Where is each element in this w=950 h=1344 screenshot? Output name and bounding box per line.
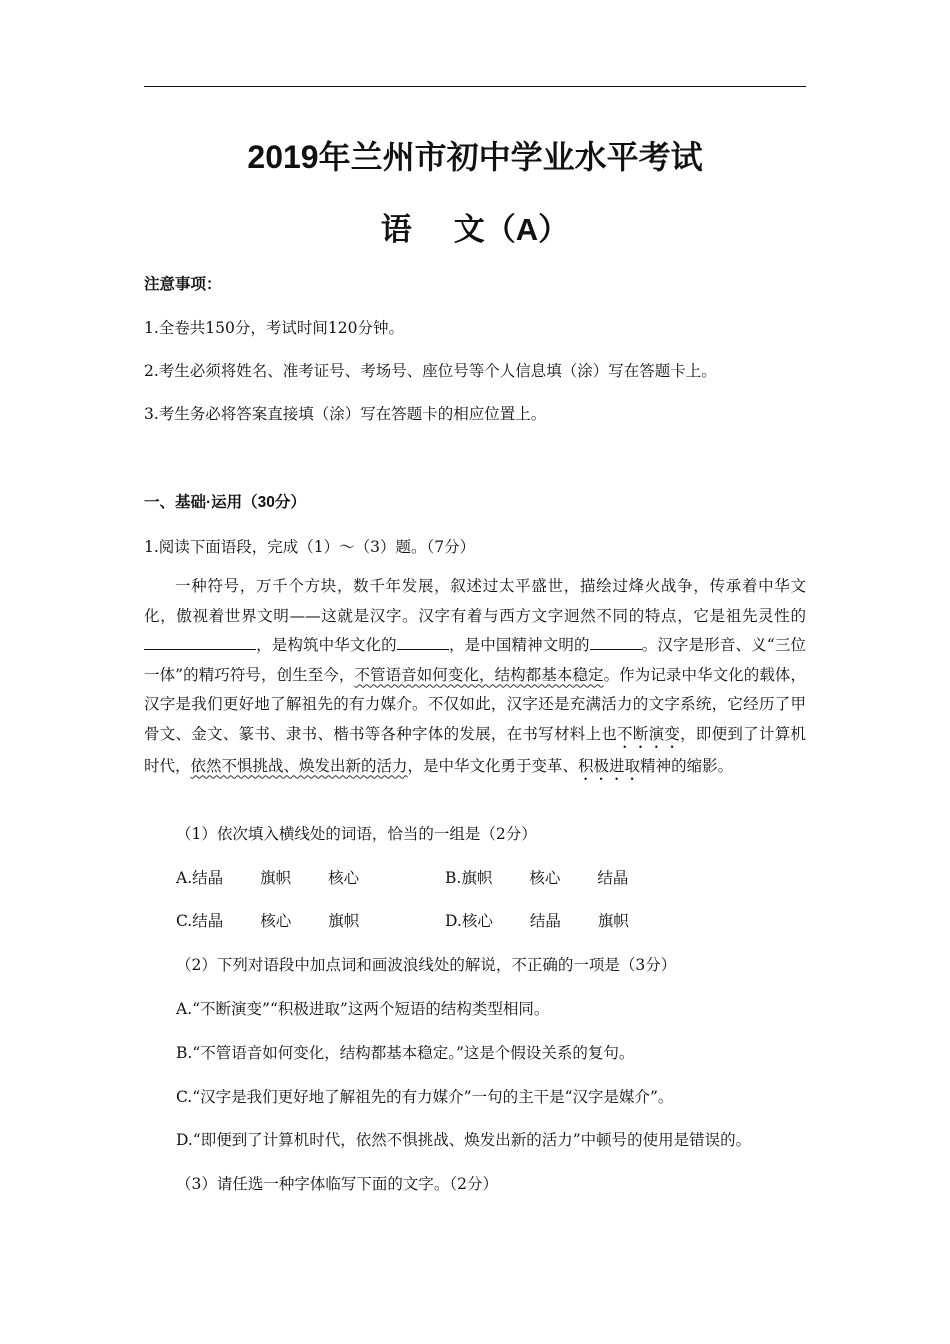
subquestion-1-stem: （1）依次填入横线处的词语，恰当的一组是（2分） (176, 825, 537, 843)
notice-item-1: 1.全卷共150分，考试时间120分钟。 (144, 319, 404, 337)
passage-text: ，即便到了计算机时代， (144, 724, 806, 775)
exam-title: 2019年兰州市初中学业水平考试 (247, 139, 703, 175)
passage-text: ，是中华文化勇于变革、 (407, 756, 579, 775)
subject-char-1: 语 (380, 212, 412, 247)
answer-blank-2[interactable] (397, 633, 449, 650)
option-2b[interactable]: B.“不管语音如何变化，结构都基本稳定。”这是个假设关系的复句。 (176, 1044, 635, 1062)
subject-char-2: 文（A） (453, 212, 570, 247)
exam-subject (0, 204, 950, 249)
section-heading: 一、基础·运用（30分） (144, 494, 306, 511)
option-1d[interactable] (445, 909, 629, 931)
wavy-underline-2: 依然不惧挑战、焕发出新的活力 (190, 756, 408, 775)
option-word: 核心 (328, 869, 360, 887)
option-key: A. (176, 869, 193, 887)
passage-text: 。作为记录中华文化的载体，汉字是我们更好地了解祖先的有力媒介。不仅如此，汉字还是充满活力的文字系统，它经历了甲骨文、金文、篆书、隶书、楷书等各种字体的发展，在书写材料上也 (144, 665, 806, 743)
option-1b[interactable] (445, 866, 628, 888)
subquestion-3-stem: （3）请任选一种字体临写下面的文字。（2分） (176, 1175, 498, 1193)
option-1c[interactable] (176, 909, 359, 931)
passage-text: 一种符号，万千个方块，数千年发展，叙述过太平盛世，描绘过烽火战争，传承着中华文化，傲视着世界文明——这就是汉字。汉字有着与西方文字迥然不同的特点，它是祖先灵性的 (144, 577, 806, 625)
option-2d[interactable]: D.“即便到了计算机时代，依然不惧挑战、焕发出新的活力”中顿号的使用是错误的。 (176, 1131, 752, 1149)
reading-passage (144, 572, 806, 784)
option-word: 结晶 (597, 869, 629, 887)
option-word: 旗帜 (461, 869, 493, 887)
question-1-stem: 1.阅读下面语段，完成（1）～（3）题。（7分） (144, 538, 476, 556)
option-word: 核心 (260, 912, 292, 930)
option-key: D. (445, 912, 462, 930)
option-word: 结晶 (192, 912, 224, 930)
option-word: 核心 (461, 912, 493, 930)
option-word: 旗帜 (597, 912, 629, 930)
passage-text: 。汉字是形音、义“三位一体”的精巧符号，创生至今， (144, 636, 806, 684)
notice-item-3: 3.考生务必将答案直接填（涂）写在答题卡的相应位置上。 (144, 405, 547, 423)
notice-heading: 注意事项： (144, 276, 222, 293)
option-key: C. (176, 912, 193, 930)
passage-text: ，是构筑中华文化的 (256, 636, 397, 654)
wavy-underline-1: 不管语音如何变化，结构都基本稳定 (354, 665, 604, 684)
option-2c[interactable]: C.“汉字是我们更好地了解祖先的有力媒介”一句的主干是“汉字是媒介”。 (176, 1088, 674, 1106)
dotted-word-1: 不断演变 (617, 724, 681, 743)
option-word: 核心 (529, 869, 561, 887)
dotted-word-2: 积极进取 (578, 756, 641, 775)
option-2a[interactable]: A.“不断演变”“积极进取”这两个短语的结构类型相同。 (176, 1000, 550, 1018)
answer-blank-3[interactable] (590, 633, 642, 650)
subquestion-2-stem: （2）下列对语段中加点词和画波浪线处的解说，不正确的一项是（3分） (176, 956, 677, 974)
option-key: B. (445, 869, 462, 887)
option-word: 结晶 (192, 869, 224, 887)
notice-item-2: 2.考生必须将姓名、准考证号、考场号、座位号等个人信息填（涂）写在答题卡上。 (144, 362, 717, 380)
answer-blank-1[interactable] (144, 633, 256, 650)
option-1a[interactable] (176, 866, 359, 888)
passage-text: 精神的缩影。 (640, 756, 734, 775)
header-rule (144, 86, 806, 87)
option-word: 旗帜 (328, 912, 360, 930)
option-word: 结晶 (529, 912, 561, 930)
passage-text: ，是中国精神文明的 (448, 636, 590, 654)
option-word: 旗帜 (260, 869, 292, 887)
